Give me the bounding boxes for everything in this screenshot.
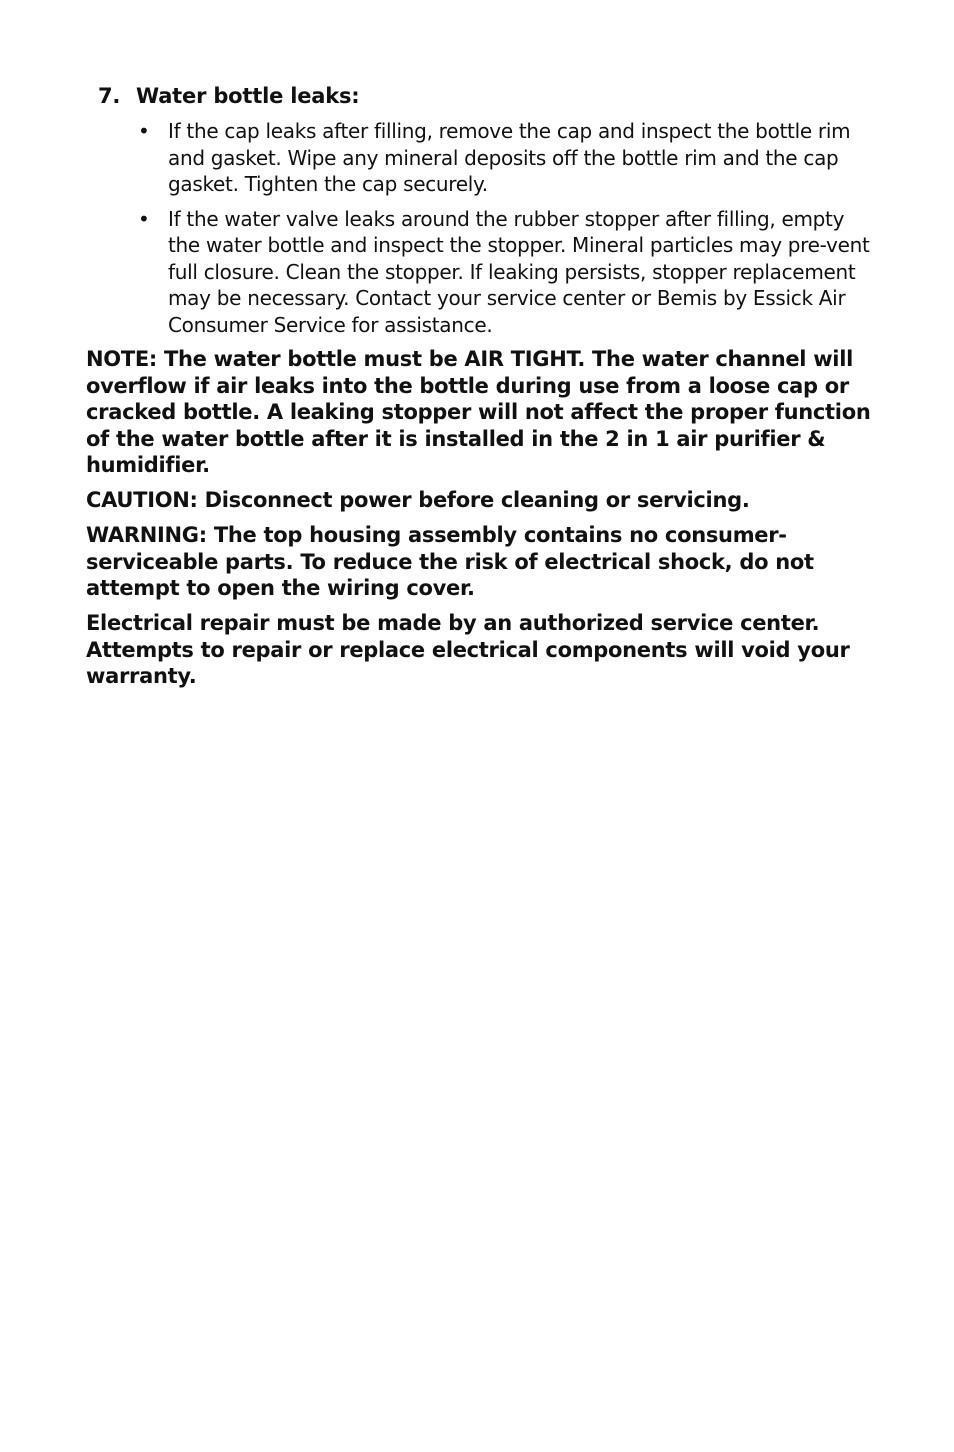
bullet-icon: • [138,119,150,143]
section-title: Water bottle leaks: [136,84,360,108]
list-item [136,206,876,339]
bullet-icon: • [138,206,150,231]
list-item-text: If the cap leaks after filling, remove the cap and inspect the bottle rim and gasket. Wipe any mineral deposits off the bottle rim and the cap gasket. Tighten the cap securely. [168,119,851,196]
section-number: 7. [98,84,121,108]
warning-paragraph: WARNING: The top housing assembly contains no consumer-serviceable parts. To reduce the risk of electrical shock, do not attempt to open the wiring cover. [86,523,814,600]
list-item [136,118,876,198]
note-paragraph: NOTE: The water bottle must be AIR TIGHT. The water channel will overflow if air leaks into the bottle during use from a loose cap or cracked bottle. A leaking stopper will not affect the proper function of the water bottle after it is installed in the 2 in 1 air purifier & humidifier. [86,347,871,477]
electrical-repair-paragraph: Electrical repair must be made by an authorized service center. Attempts to repair or replace electrical components will void your warranty. [86,611,850,688]
troubleshooting-list [136,118,876,346]
caution-paragraph: CAUTION: Disconnect power before cleaning or servicing. [86,488,750,512]
section-heading [98,82,360,110]
list-item-text: If the water valve leaks around the rubber stopper after filling, empty the water bottle and inspect the stopper. Mineral particles may pre-vent full closure. Clean the stopper. If leaking persists, stopper replacement may be necessary. Contact your service center or Bemis by Essick Air Consumer Service for assistance. [168,206,870,337]
